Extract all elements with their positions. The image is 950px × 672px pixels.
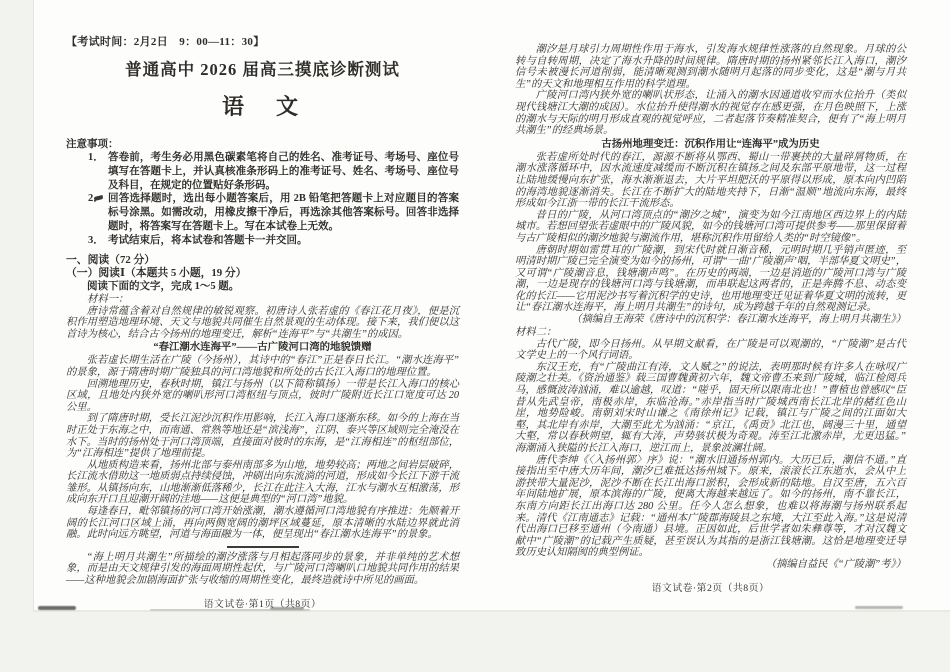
notice-text: 回答选择题时，选出每小题答案后，用 2B 铅笔把答题卡上对应题目的答案标号涂黑。如需改动，用橡皮擦干净后，再选涂其他答案标号。回答非选择题时，将答案写在答题卡上。写在本试卷上无效。	[108, 193, 459, 232]
notice-number: 1．	[88, 152, 104, 163]
material1-paragraph: 回溯地理历史，春秋时期，镇江与扬州（以下简称镇扬）一带是长江入海口的核心区域，且地处内狭外宽的喇叭形河口湾枢纽与顶点，彼时广陵附近长江口宽度可达 20 公里。	[66, 378, 459, 413]
material2-paragraph: 古代广陵，即今日扬州。从早期文献看，在广陵是可以观潮的，“广陵潮”是古代文学史上的一个风行词语。	[515, 338, 906, 362]
notice-text: 考试结束后，将本试卷和答题卡一并交回。	[108, 234, 308, 246]
notice-item-1	[88, 151, 459, 192]
notice-item-2	[88, 192, 459, 233]
section-1-title: 一、阅读（72 分）	[66, 253, 156, 266]
material-1-label: 材料一：	[87, 293, 129, 305]
material1-paragraph: “海上明月共潮生”所描绘的潮汐涨落与月相起落同步的景象，并非单纯的艺术想象，而是由天文规律引发的海面周期性起伏，与广陵河口湾喇叭口地貌共同作用的结果——这种地貌会加剧海面扩张与收缩的周期性变化，最终造就诗中所见的画面。	[66, 551, 459, 587]
material1-paragraph: 张若虚长期生活在广陵（今扬州），其诗中的“春江”正是春日长江。“潮水连海平”的景象，源于隋唐时期广陵独具的河口湾地貌和所处的古长江入海口的地理位置。	[66, 355, 459, 378]
material1-paragraph: 到了隋唐时期，受长江泥沙沉积作用影响，长江入海口逐渐东移。如今的上海在当时正处于东海之中，而南通、常熟等地还是“滨浅海”，江阴、泰兴等区域则完全淹没在水下。当时的扬州处于河口湾顶端，直接面对彼时的东海，是“江海相连”的枢纽部位，为“江海相连”提供了地理前提。	[66, 413, 459, 460]
material1-paragraph: 张若虚所处时代的春江，源源不断将从鄂西、蜀山一带裹挟的大量碎屑物质，在潮水涨落循环中，因水流速度减缓而不断沉积在镇扬之间及东部平原地带，这一过程让陆地缓慢向东扩张，海水渐渐退去，大片平坦肥沃的平原得以形成，原本向内凹陷的海湾地貌逐渐消失。长江在不断扩大的陆地夹持下，日渐“温顺”地流向东海，最终形成如今江浙一带的长江干流形态。	[515, 151, 906, 210]
text-separator-line	[227, 546, 299, 548]
material1-paragraph: 广陵河口湾内狭外宽的喇叭状形态，让涌入的潮水因通道收窄而水位抬升（类似现代钱塘江大潮的成因）。水位抬升使得潮水的视觉存在感更强，在月色映照下，上涨的潮水与天际的明月形成直观的视觉呼应，二者起落节奏精准契合，便有了“海上明月共潮生”的经典场景。	[515, 90, 906, 137]
material2-paragraph: 东汉王充，有“广陵曲江有涛，文人赋之”的说法，表明那时候有许多人在咏叹广陵潮之壮美。《资治通鉴》载三国曹魏黄初六年，魏文帝曹丕来到广陵城，临江检阅兵马，感慨波涛汹涌，难以逾越，叹道：“嗟乎，固天所以限南北也！”曹植也曾感叹“臣昔从先武皇帝，南极赤岸，东临沧海。”赤岸指当时广陵城西南长江北岸的赭红色山崖，地势险峻。南朝刘宋时山谦之《南徐州记》记载，镇江与广陵之间的江面如大壑，其北岸有赤岸，大潮至此尤为汹涌：“京江，《禹贡》北江也，阔漫三十里，通望大壑，常以春秋朔望，辄有大涛，声势骇状极为奇观。涛至江北激赤岸，尤更迅猛。”海潮涌入狭隘的长江入海口，逆江而上，景象波澜壮阔。	[515, 361, 906, 454]
material1-subheading: “春江潮水连海平”——古广陵河口湾的地貌馈赠	[153, 342, 372, 354]
material1-attribution: （摘编自王海荣《唐诗中的沉积学：春江潮水连海平，海上明月共潮生》）	[571, 314, 906, 326]
page-2-footer: 语文试卷·第2页（共8页）	[651, 582, 770, 594]
material2-attribution: （摘编自益民《“广陵潮”考》）	[765, 558, 906, 570]
material2-paragraph: 唐代李绅《〈入扬州郭〉序》说：“潮水旧通扬州郭内。大历已后，潮信不通。”直接指出至中唐大历年间，潮汐已难抵达扬州城下。原来，滚滚长江东逝水，会从中上游挟带大量泥沙，泥沙不断在长江出海口淤积，会形成新的陆地。自汉至唐，五六百年间陆地扩展，原本滨海的广陵，便离大海越来越远了。如今的扬州，南不靠长江，东南方向距长江出海口达 280 公里。任今人怎么想象，也难以将海潮与扬州联系起来。清代《江南通志》记载：“通州本广陵郡海陵县之东境，大江至此入海。”这是说清代出海口已移至通州（今南通）县境。正因如此，后世学者如朱彝尊等，才对汉魏文献中“广陵潮”的记载产生质疑，甚至误认为其指的是浙江钱塘潮。这恰是地理变迁导致历史认知隔阂的典型例证。	[515, 454, 906, 559]
notice-item-3	[88, 234, 459, 248]
exam-page-2	[515, 44, 906, 594]
notice-number: 3．	[88, 234, 104, 246]
exam-subject-title: 语 文	[221, 94, 303, 119]
material1-paragraph: 唐朝时期如雷贯耳的广陵潮，到宋代时就日渐音稀，元明时期几乎销声匿迹，至明清时期广陵已完全演变为如今的扬州，可谓“一曲‘广陵潮声’咽，半部华夏文明史”，又可谓“广陵潮音息，钱塘潮声鸣”。在历史的两端，一边是消逝的广陵河口湾与广陵潮，一边是现存的钱塘河口湾与钱塘潮，而串联起这两者的，正是奔腾不息、动态变化的长江——它用泥沙书写着沉积学的史诗，也用地理变迁见证着华夏文明的流转，更让“春江潮水连海平，海上明月共潮生”的诗句，成为跨越千年的自然观测记录。	[515, 244, 906, 314]
material1-subheading-2: 古扬州地理变迁：沉积作用让“连海平”成为历史	[601, 138, 820, 150]
subsection-1-title: （一）阅读Ⅰ（本题共 5 小题，19 分）	[66, 266, 247, 279]
material-2-label: 材料二：	[515, 326, 557, 338]
material1-paragraph: 每逢春日，毗邻镇扬的河口湾开始涨潮，潮水遵循河口湾地貌有序推进：先顺着开阔的长江河口区域上涌，再向两侧宽阔的潮坪区域蔓延，原本清晰的水陆边界就此消融。此时向远方眺望，河道与海面融为一体，便呈现出“春江潮水连海平”的景象。	[66, 506, 459, 541]
notice-number: 2．	[88, 193, 104, 205]
material1-paragraph: 唐诗常蕴含着对自然规律的敏锐观察。初唐诗人张若虚的《春江花月夜》，便是沉积作用塑造地理环境、天文与地貌共同催生自然景观的生动体现。接下来，我们便以这首诗为核心，结合古今扬州的地理变迁，解析“连海平”与“共潮生”的成因。	[66, 305, 459, 340]
scan-smudge	[855, 606, 903, 609]
material1-paragraph: 从地质构造来看，扬州北部与泰州南部多为山地，地势较高；两地之间岩层破碎，长江流水借助这一地质弱点持续侵蚀，冲刷出向东流淌的河道，形成如今长江下游干流雏形。从镇扬向东，山地渐渐低落稀少，长江在此注入大海，江水与潮水互相激荡，形成向东开口且迎潮开阔的洼地——这便是典型的“河口湾”地貌。	[66, 459, 459, 506]
exam-time-notice: 【考试时间：2月2日 9：00—11：30】	[66, 36, 265, 48]
notices-heading: 注意事项：	[66, 139, 119, 150]
exam-page-1	[66, 33, 459, 610]
material1-paragraph: 昔日的广陵，从河口湾顶点的“潮汐之城”，演变为如今江南地区西边界上的内陆城市。若想回望张若虚眼中的广陵风貌，如今的钱塘河口湾可提供参考——那里保留着与古广陵相似的潮汐地貌与潮流作用，堪称沉积作用留给人类的“时空镜像”。	[515, 209, 906, 244]
reading-instruction: 阅读下面的文字，完成 1～5 题。	[87, 280, 240, 292]
page-1-footer: 语文试卷·第1页（共8页）	[203, 598, 322, 610]
notice-text: 答卷前，考生务必用黑色碳素笔将自己的姓名、准考证号、考场号、座位号填写在答题卡上，并认真核准条形码上的准考证号、姓名、考场号、座位号及科目，在规定的位置贴好条形码。	[108, 152, 459, 191]
exam-title: 普通高中 2026 届高三摸底诊断测试	[125, 60, 400, 79]
material1-paragraph: 潮汐是月球引力周期性作用于海水，引发海水规律性涨落的自然现象。月球的公转与自转周期，决定了海水升降的时间规律。隋唐时期的扬州紧邻长江入海口，潮汐信号未被漫长河道削弱，能清晰观测到潮水随明月起落的同步变化，这是“潮与月共生”的天文和地理相互作用的科学道理。	[515, 44, 906, 90]
